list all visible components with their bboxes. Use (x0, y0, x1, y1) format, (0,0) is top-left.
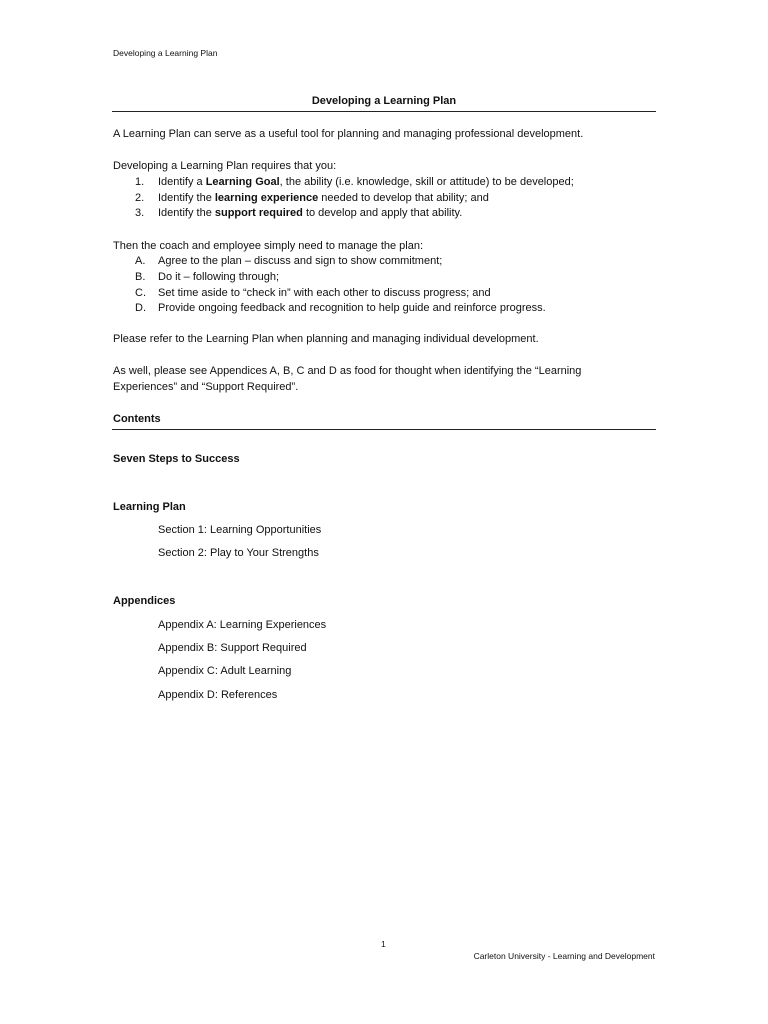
list-text: Identify the learning experience needed to develop that ability; and (158, 192, 489, 204)
list-marker: 1. (135, 176, 145, 188)
page-title: Developing a Learning Plan (311, 95, 457, 107)
toc-seven-steps[interactable]: Seven Steps to Success (113, 453, 240, 465)
title-rule (112, 111, 656, 112)
manage-lead: Then the coach and employee simply need to manage the plan: (113, 240, 424, 252)
refer-paragraph: Please refer to the Learning Plan when planning and managing individual development. (113, 333, 539, 345)
contents-heading: Contents (113, 413, 161, 425)
toc-appendix-c[interactable]: Appendix C: Adult Learning (158, 665, 292, 677)
toc-appendix-a[interactable]: Appendix A: Learning Experiences (158, 619, 327, 631)
list-text: Identify the support required to develop and apply that ability. (158, 207, 463, 219)
page-number: 1 (381, 939, 386, 949)
toc-section-1[interactable]: Section 1: Learning Opportunities (158, 524, 322, 536)
contents-rule (112, 429, 656, 430)
footer-org: Carleton University - Learning and Development (473, 951, 655, 961)
toc-section-2[interactable]: Section 2: Play to Your Strengths (158, 547, 319, 559)
appendices-note-line1: As well, please see Appendices A, B, C and D as food for thought when identifying the “Learning (113, 365, 582, 377)
running-header: Developing a Learning Plan (113, 48, 218, 58)
toc-appendix-d[interactable]: Appendix D: References (158, 689, 278, 701)
intro-paragraph: A Learning Plan can serve as a useful tool for planning and managing professional development. (113, 128, 584, 140)
list-text: Identify a Learning Goal, the ability (i.e. knowledge, skill or attitude) to be developed; (158, 176, 574, 188)
toc-learning-plan[interactable]: Learning Plan (113, 501, 186, 513)
list-marker: 3. (135, 207, 145, 219)
toc-appendix-b[interactable]: Appendix B: Support Required (158, 642, 307, 654)
appendices-note-line2: Experiences” and “Support Required”. (113, 381, 299, 393)
toc-appendices[interactable]: Appendices (113, 595, 176, 607)
list-marker: 2. (135, 192, 145, 204)
requires-lead: Developing a Learning Plan requires that you: (113, 160, 337, 172)
